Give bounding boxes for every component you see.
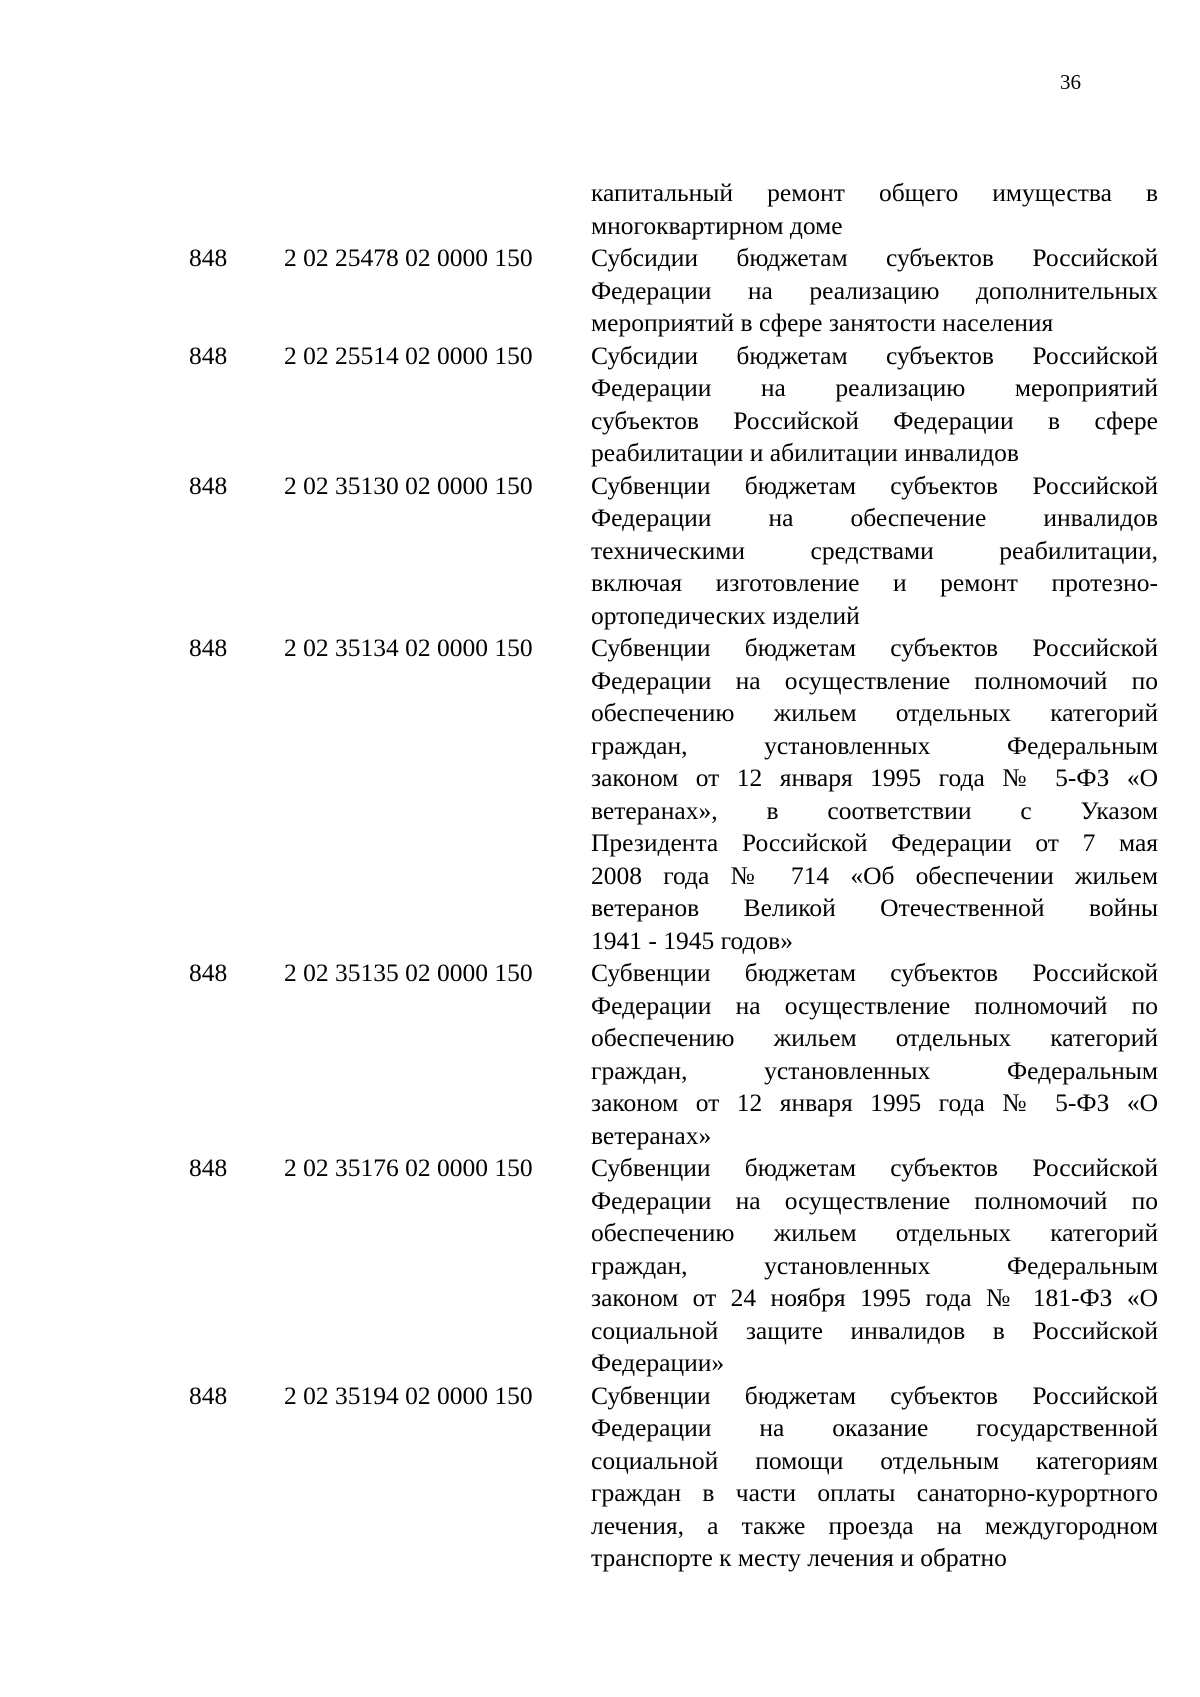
description-line: граждан в части оплаты санаторно-курортного	[591, 1478, 1158, 1507]
description-line: социальной помощи отдельным категориям	[591, 1445, 1158, 1475]
description-line: Федерации на осуществление полномочий по	[591, 1185, 1158, 1215]
description-line: включая изготовление и ремонт протезно-	[591, 568, 1158, 597]
table-row	[0, 242, 1200, 340]
description-line: 1941 - 1945 годов»	[591, 925, 793, 955]
table-row	[0, 1152, 1200, 1380]
admin-code: 848	[189, 243, 228, 272]
description-line: Федерации на реализацию мероприятий	[591, 373, 1158, 402]
table-row	[0, 632, 1200, 957]
description-line: Федерации на оказание государственной	[591, 1413, 1158, 1442]
income-description	[591, 957, 1158, 1152]
description-line: субъектов Российской Федерации в сфере	[591, 405, 1158, 435]
description-line: мероприятий в сфере занятости населения	[591, 308, 1054, 337]
description-line: Федерации на обеспечение инвалидов	[591, 503, 1158, 532]
description-line: ветеранах»	[591, 1120, 712, 1150]
admin-code: 848	[189, 1153, 228, 1182]
income-code: 2 02 35134 02 0000 150	[284, 633, 533, 662]
description-line: Федерации»	[591, 1348, 725, 1377]
description-line: 2008 года № 714 «Об обеспечении жильем	[591, 860, 1158, 890]
description-line: обеспечению жильем отдельных категорий	[591, 1218, 1158, 1247]
description-line: Федерации на осуществление полномочий по	[591, 665, 1158, 695]
description-line: Субсидии бюджетам субъектов Российской	[591, 243, 1158, 272]
description-line: Субсидии бюджетам субъектов Российской	[591, 340, 1158, 370]
admin-code: 848	[189, 340, 228, 370]
income-code: 2 02 25478 02 0000 150	[284, 243, 533, 272]
description-line: ветеранах», в соответствии с Указом	[591, 795, 1158, 825]
description-line: лечения, а также проезда на междугородном	[591, 1510, 1158, 1540]
table-row	[0, 177, 1200, 242]
income-description	[591, 340, 1158, 470]
description-line: транспорте к месту лечения и обратно	[591, 1543, 1007, 1572]
description-line: Федерации на реализацию дополнительных	[591, 275, 1158, 305]
description-line: Субвенции бюджетам субъектов Российской	[591, 1153, 1158, 1182]
budget-code-table	[0, 177, 1200, 1575]
description-line: социальной защите инвалидов в Российской	[591, 1315, 1158, 1345]
description-line: законом от 12 января 1995 года № 5-ФЗ «О	[591, 763, 1158, 792]
description-line: Субвенции бюджетам субъектов Российской	[591, 633, 1158, 662]
income-description	[591, 242, 1158, 340]
income-code: 2 02 35135 02 0000 150	[284, 958, 533, 987]
description-line: граждан, установленных Федеральным	[591, 1250, 1158, 1280]
income-code: 2 02 35194 02 0000 150	[284, 1380, 533, 1410]
income-code: 2 02 25514 02 0000 150	[284, 340, 533, 370]
income-description	[591, 1380, 1158, 1575]
description-line: многоквартирном доме	[591, 210, 843, 240]
income-description	[591, 177, 1158, 242]
description-line: ветеранов Великой Отечественной войны	[591, 893, 1158, 922]
admin-code: 848	[189, 958, 228, 987]
income-description	[591, 470, 1158, 633]
description-line: Субвенции бюджетам субъектов Российской	[591, 958, 1158, 987]
description-line: ортопедических изделий	[591, 600, 860, 630]
description-line: техническими средствами реабилитации,	[591, 535, 1158, 565]
income-description	[591, 1152, 1158, 1380]
description-line: граждан, установленных Федеральным	[591, 1055, 1158, 1085]
description-line: законом от 12 января 1995 года № 5-ФЗ «О	[591, 1088, 1158, 1117]
description-line: Субвенции бюджетам субъектов Российской	[591, 1380, 1158, 1410]
description-line: законом от 24 ноября 1995 года № 181-ФЗ «О	[591, 1283, 1158, 1312]
description-line: граждан, установленных Федеральным	[591, 730, 1158, 760]
page-number: 36	[1060, 70, 1081, 94]
table-row	[0, 470, 1200, 633]
income-code: 2 02 35176 02 0000 150	[284, 1153, 533, 1182]
income-description	[591, 632, 1158, 957]
admin-code: 848	[189, 470, 228, 500]
description-line: капитальный ремонт общего имущества в	[591, 178, 1158, 207]
description-line: Федерации на осуществление полномочий по	[591, 990, 1158, 1020]
table-row	[0, 957, 1200, 1152]
table-row	[0, 1380, 1200, 1575]
income-code: 2 02 35130 02 0000 150	[284, 470, 533, 500]
admin-code: 848	[189, 633, 228, 662]
description-line: обеспечению жильем отдельных категорий	[591, 698, 1158, 727]
description-line: реабилитации и абилитации инвалидов	[591, 438, 1019, 467]
table-row	[0, 340, 1200, 470]
description-line: обеспечению жильем отдельных категорий	[591, 1023, 1158, 1052]
admin-code: 848	[189, 1380, 228, 1410]
description-line: Президента Российской Федерации от 7 мая	[591, 828, 1158, 857]
description-line: Субвенции бюджетам субъектов Российской	[591, 470, 1158, 500]
